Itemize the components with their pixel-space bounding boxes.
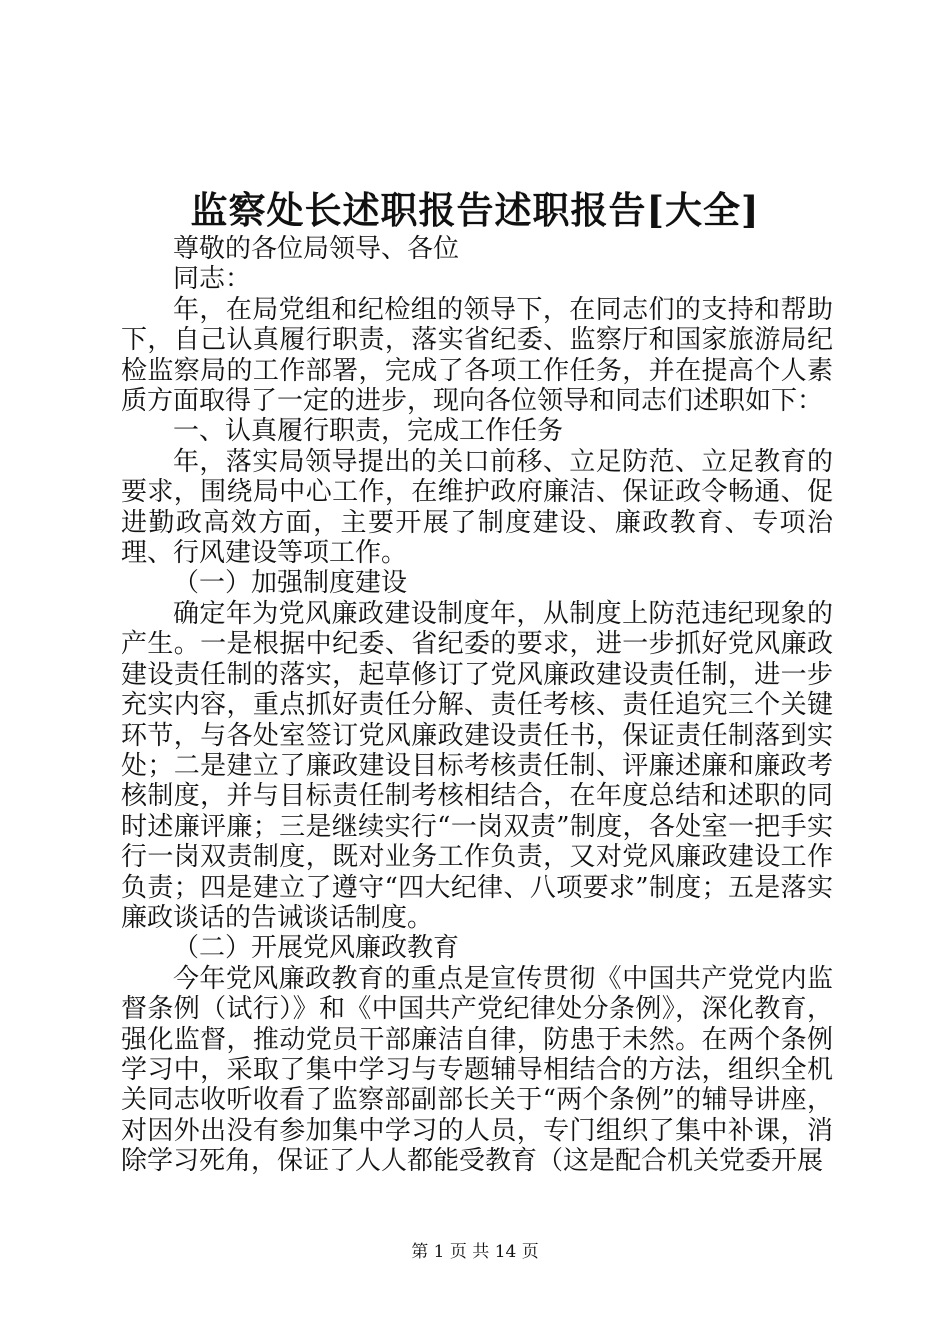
subsection-heading-2: （二）开展党风廉政教育 xyxy=(173,933,460,964)
page-footer: 第 1 页 共 14 页 xyxy=(411,1242,539,1262)
salutation-line-1: 尊敬的各位局领导、各位 xyxy=(173,234,460,264)
subsection-heading-1: （一）加强制度建设 xyxy=(173,568,408,599)
salutation-line-2: 同志： xyxy=(173,264,252,295)
section-heading-1: 一、认真履行职责，完成工作任务 xyxy=(173,416,564,447)
section-1-paragraph: 年，落实局领导提出的关口前移、立足防范、立足教育的要求，围绕局中心工作，在维护政府廉洁、保证政令畅通、促进勤政高效方面，主要开展了制度建设、廉政教育、专项治理、行风建设等项工作。 xyxy=(121,446,833,569)
subsection-2-paragraph: 今年党风廉政教育的重点是宣传贯彻《中国共产党党内监督条例（试行）》和《中国共产党纪律处分条例》，深化教育，强化监督，推动党员干部廉洁自律，防患于未然。在两个条例学习中，采取了集中学习与专题辅导相结合的方法，组织全机关同志收听收看了监察部副部长关于“两个条例”的辅导讲座，对因外出没有参加集中学习的人员，专门组织了集中补课，消除学习死角，保证了人人都能受教育（这是配合机关党委开展 xyxy=(121,963,833,1177)
intro-paragraph: 年，在局党组和纪检组的领导下，在同志们的支持和帮助下，自己认真履行职责，落实省纪委、监察厅和国家旅游局纪检监察局的工作部署，完成了各项工作任务，并在提高个人素质方面取得了一定的进步，现向各位领导和同志们述职如下： xyxy=(121,294,833,417)
document-title: 监察处长述职报告述职报告[大全] xyxy=(190,188,760,232)
document-body xyxy=(121,234,833,1177)
subsection-1-paragraph: 确定年为党风廉政建设制度年，从制度上防范违纪现象的产生。一是根据中纪委、省纪委的要求，进一步抓好党风廉政建设责任制的落实，起草修订了党风廉政建设责任制，进一步充实内容，重点抓好责任分解、责任考核、责任追究三个关键环节，与各处室签订党风廉政建设责任书，保证责任制落到实处；二是建立了廉政建设目标考核责任制、评廉述廉和廉政考核制度，并与目标责任制考核相结合，在年度总结和述职的同时述廉评廉；三是继续实行“一岗双责”制度，各处室一把手实行一岗双责制度，既对业务工作负责，又对党风廉政建设工作负责；四是建立了遵守“四大纪律、八项要求”制度；五是落实廉政谈话的告诫谈话制度。 xyxy=(121,598,833,933)
